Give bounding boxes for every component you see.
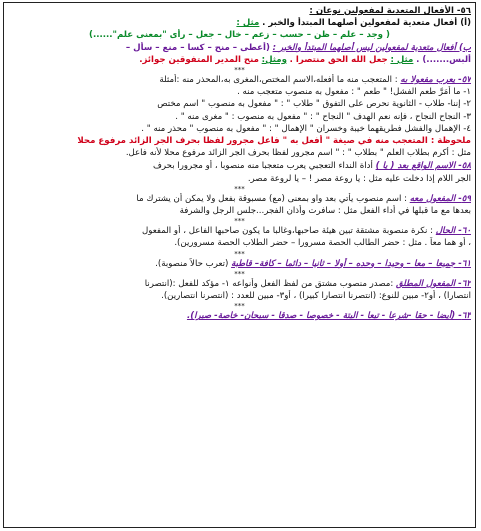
item-57-note [8, 135, 471, 147]
item-61 [8, 258, 471, 270]
section-heading: ٥٨- الاسم الواقع بعد ( يا ) [375, 161, 471, 172]
section-body: ، أو هما معاً . مثل : حضر الطالب الحصة مسرورا – حضر الطلاب الحصة مسرورين). [174, 238, 471, 249]
item-59-cont [8, 205, 471, 217]
item-63 [8, 310, 471, 322]
example-line: ٢- إننا- طلاب - الثانوية نحرص على التفوق " طلاب " : " مفعول به منصوب " اسم مختص [157, 99, 471, 110]
section-note: (تعرب حالاً منصوبة). [155, 258, 229, 269]
word-list: ٦١- جميعا – معا – وحيدا – وحده – أولا – ثانيا – دائما – كافة– قاطبة [231, 258, 471, 269]
section-body: أداة النداء التعجبي يعرب متعجبا منه منصوبا ، أو مجرورا بحرف [153, 161, 373, 172]
item-57-title [8, 74, 471, 86]
item-57-ex2 [8, 98, 471, 110]
section-heading: ٦٠- الحال [435, 226, 471, 237]
separator: *** [234, 184, 245, 193]
separator: *** [234, 302, 245, 311]
separator: *** [234, 66, 245, 75]
example-label: ومثل: [261, 54, 287, 65]
item-57-note2 [8, 147, 471, 159]
document-page [3, 2, 476, 528]
item-58 [8, 160, 471, 172]
example-label: مثل : [236, 18, 260, 29]
section-body: : نكرة منصوبة مشتقة تبين هيئة صاحبها،وغالبا ما يكون صاحبها الفاعل ، أو المفعول [142, 226, 434, 237]
verb-list: ( وجد – علم – ظن – حسب – زعم – خال – جعل – رأى "بمعنى علم"......) [89, 30, 390, 41]
example-text: منح المدير المتفوقين جوائز. [139, 54, 259, 65]
item-59 [8, 193, 471, 205]
item-56-title [8, 5, 471, 17]
section-heading: ٥٦- الأفعال المتعدية لمفعولين نوعان : [309, 6, 471, 16]
item-56-a-verbs [8, 29, 471, 41]
subheading-a: (أ) أفعال متعدية لمفعولين أصلهما المبتدأ والخبر . [262, 18, 471, 29]
section-heading: ٥٧- يعرب مفعولا به [400, 75, 471, 86]
item-58-cont [8, 173, 471, 185]
note-example: مثل : أكرم بطلاب العلم " بطلاب " : " اسم مجرور لفظا بحرف الجر الزائد مرفوع محلا لأنه فاعل. [125, 148, 471, 159]
section-intro: : المتعجب منه ما أفعله،الاسم المختص،المغرى به،المحذر منه :أمثلة [159, 75, 398, 86]
subheading-b: ب) أفعال متعدية لمفعولين ليس أصلهما المبتدأ والخبر : [272, 42, 471, 53]
example-line: ٣- النجاح النجاح ، فإنه نعم الهدف " النجاح " : " مفعول به منصوب : " مغرى منه " . [175, 111, 471, 122]
separator: *** [234, 217, 245, 226]
item-60-cont [8, 237, 471, 249]
item-56-b [8, 42, 471, 54]
item-56-b-ex [8, 54, 471, 66]
note-line: ملحوظة : المتعجب منه في صيغة " أفعل به " فاعل مجرور لفظا بحرف الجر الزائد مرفوع محلا [77, 136, 471, 147]
example-line: ٤- الإهمال والفشل فطريقهما خيبة وخسران " الإهمال " : " مفعول به منصوب " محذر منه " . [141, 123, 471, 134]
item-62 [8, 278, 471, 290]
section-body: : اسم منصوب يأتي بعد واو بمعنى (مع) مسبوقة بفعل ولا يمكن أن يشترك ما [136, 193, 407, 204]
separator: *** [234, 269, 245, 278]
section-heading: ٥٩- المفعول معه [409, 193, 471, 204]
section-heading: ٦٢- المفعول المطلق [396, 278, 471, 289]
word-list: ٦٣- (أيضا - حقا -شرعا - تبعا - البتة - خصوصا - صدقا - سبحان- خاصة- صبرا). [186, 311, 471, 322]
section-body: بعدها مع ما قبلها في أداء الفعل مثل : سافرت وأذان الفجر...جلس الرجل والشرفة [179, 206, 471, 217]
verb-list: (أعطى – منح – كسا – منع – سأل – [125, 42, 270, 53]
example-label: مثل : [390, 54, 414, 65]
example-text: جعل الله الحق منتصرا . [289, 54, 388, 65]
item-57-ex1 [8, 86, 471, 98]
example-line: ١- ما أمَرَّ طعم الفشل! " طعم " : مفعول به منصوب متعجب منه . [237, 87, 471, 98]
verb-list-continued: ألبس.......) . [416, 54, 471, 65]
item-60 [8, 225, 471, 237]
item-57-ex4 [8, 123, 471, 135]
section-body: انتصارا) ، أو٢- مبين للنوع: (انتصرنا انتصارا كبيرا) ، أو٣- مبين للعدد : (انتصرنا انتصارين). [161, 291, 471, 302]
separator: *** [234, 249, 245, 258]
item-56-a [8, 17, 471, 29]
item-57-ex3 [8, 111, 471, 123]
item-62-cont [8, 290, 471, 302]
section-body: :مصدر منصوب مشتق من لفظ الفعل وأنواعه ١- مؤكد للفعل :(انتصرنا [144, 278, 394, 289]
section-body: الجر اللام إذا دخلت عليه مثل : يا روعة مصر ! – يا لروعة مصر. [247, 173, 471, 184]
